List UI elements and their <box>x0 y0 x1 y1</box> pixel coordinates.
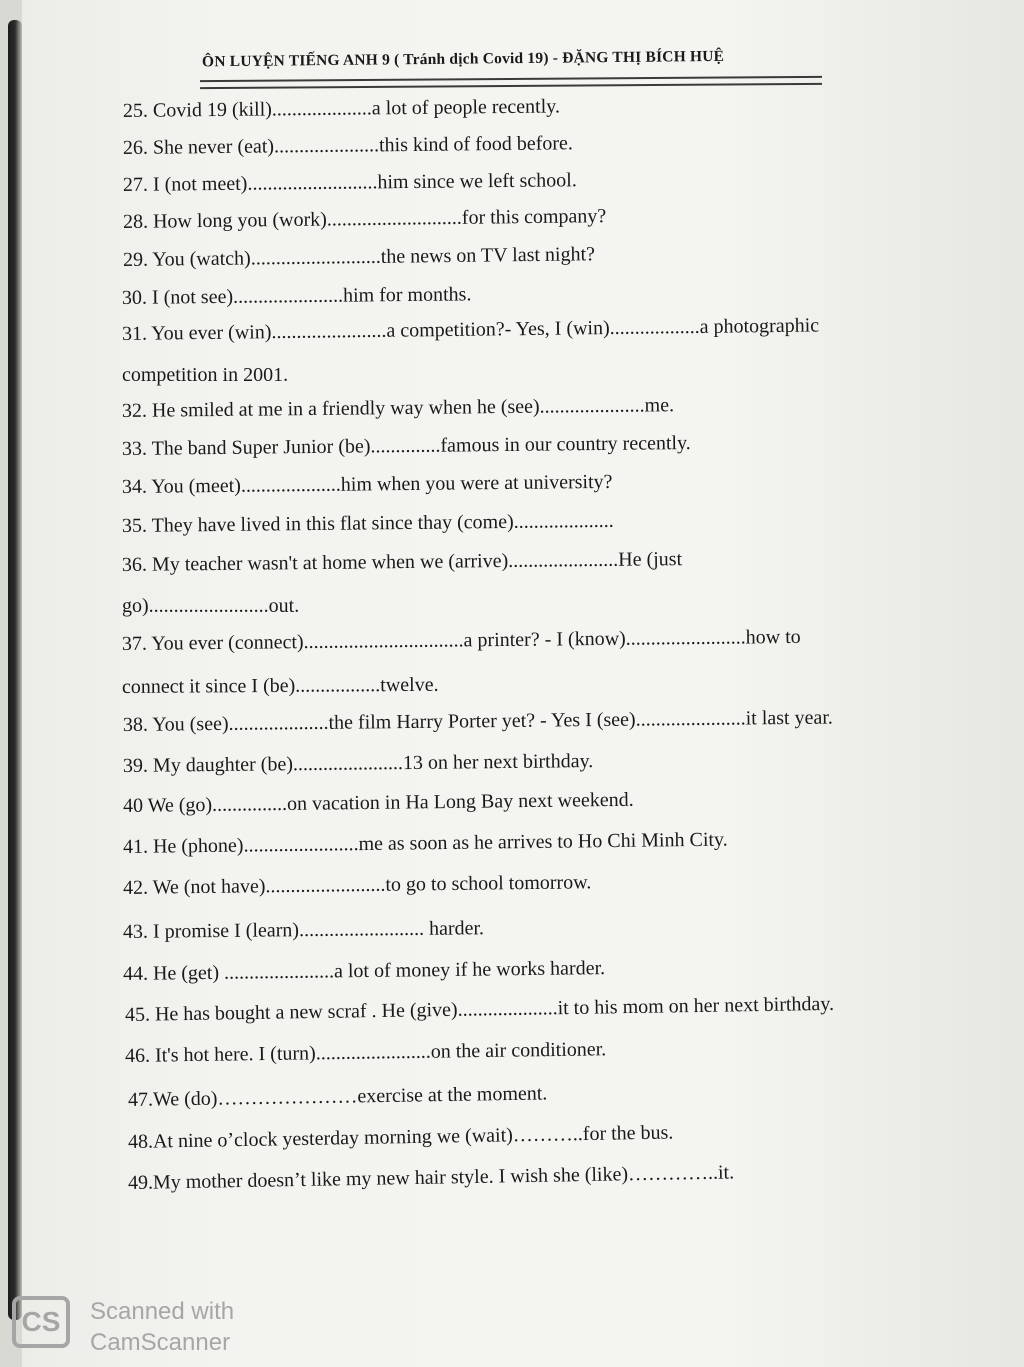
exercise-line: 31. You ever (win).......................a competition?- Yes, I (win)..................a photographic <box>121 314 820 345</box>
exercise-line: 49.My mother doesn’t like my new hair style. I wish she (like)…………..it. <box>127 1161 735 1194</box>
page-title: ÔN LUYỆN TIẾNG ANH 9 ( Tránh dịch Covid 19) - ĐẶNG THỊ BÍCH HUỆ <box>201 47 725 71</box>
exercise-line: 27. I (not meet)..........................him since we left school. <box>122 169 577 196</box>
exercise-line: 25. Covid 19 (kill)....................a lot of people recently. <box>122 95 561 122</box>
exercise-line: 44. He (get) ......................a lot of money if he works harder. <box>122 957 606 985</box>
exercise-line: 29. You (watch)..........................the news on TV last night? <box>122 243 596 271</box>
exercise-line: 42. We (not have)........................to go to school tomorrow. <box>122 871 592 899</box>
watermark-line-1: Scanned with <box>90 1298 235 1325</box>
watermark-text <box>90 1296 320 1358</box>
exercise-line: 43. I promise I (learn)......................... harder. <box>122 917 485 943</box>
exercise-line: competition in 2001. <box>122 364 289 386</box>
exercise-line: 28. How long you (work)...........................for this company? <box>122 205 607 233</box>
exercise-line: 26. She never (eat).....................this kind of food before. <box>122 132 573 159</box>
exercise-line: 48.At nine o’clock yesterday morning we (wait)………..for the bus. <box>127 1121 674 1153</box>
exercise-line: 41. He (phone).......................me as soon as he arrives to Ho Chi Minh City. <box>122 828 728 858</box>
exercise-line: 36. My teacher wasn't at home when we (arrive)......................He (just <box>121 548 683 576</box>
exercise-line: 38. You (see)....................the film Harry Porter yet? - Yes I (see)......................it last year. <box>122 706 833 736</box>
exercise-line: 34. You (meet)....................him when you were at university? <box>121 470 613 498</box>
exercise-line: go)........................out. <box>122 595 300 617</box>
exercise-line: 46. It's hot here. I (turn).......................on the air conditioner. <box>124 1038 607 1067</box>
exercise-line: 32. He smiled at me in a friendly way when he (see).....................me. <box>121 394 675 422</box>
exercise-line: 45. He has bought a new scraf . He (give)....................it to his mom on her next birthday. <box>124 992 835 1026</box>
camscanner-logo: CS <box>12 1296 70 1348</box>
exercise-line: 37. You ever (connect)................................a printer? - I (know)........................how to <box>121 625 801 655</box>
exercise-line: 30. I (not see)......................him for months. <box>121 283 472 309</box>
exercise-line: connect it since I (be).................twelve. <box>121 673 439 698</box>
exercise-line: 35. They have lived in this flat since thay (come).................... <box>121 509 614 537</box>
watermark-line-2: CamScanner <box>90 1329 231 1356</box>
exercise-line: 47.We (do)…………………exercise at the moment. <box>127 1082 548 1111</box>
exercise-line: 40 We (go)...............on vacation in Ha Long Bay next weekend. <box>122 788 634 817</box>
binder-edge <box>8 20 22 1320</box>
exercise-line: 39. My daughter (be)......................13 on her next birthday. <box>122 750 594 777</box>
exercise-line: 33. The band Super Junior (be)..............famous in our country recently. <box>121 432 691 460</box>
